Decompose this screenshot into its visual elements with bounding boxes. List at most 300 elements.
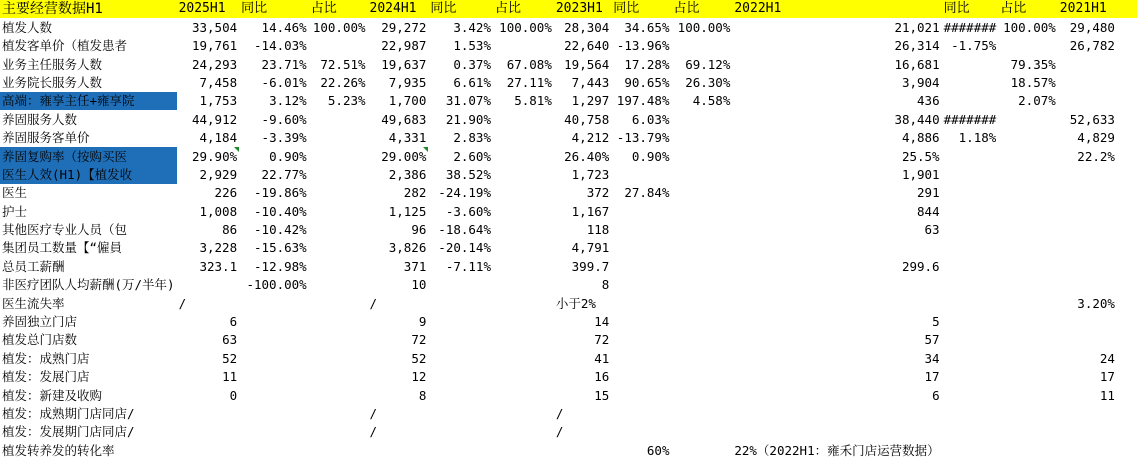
row-label-cell[interactable]: 植发：成熟期门店同店/ [2, 405, 135, 421]
data-cell[interactable] [671, 129, 732, 147]
data-cell[interactable] [239, 313, 309, 331]
data-cell[interactable] [1058, 221, 1117, 239]
data-cell[interactable]: 1,008 [199, 203, 238, 219]
data-cell[interactable]: 96 [411, 222, 427, 238]
data-cell[interactable] [611, 313, 671, 331]
data-cell[interactable] [671, 405, 732, 423]
data-cell[interactable] [309, 221, 368, 239]
row-label-cell[interactable]: 非医疗团队人均薪酬(万/半年) [2, 277, 175, 293]
data-cell[interactable]: 52,633 [1069, 111, 1115, 127]
data-cell[interactable]: 34.65% [624, 19, 670, 35]
data-cell[interactable]: 24 [1099, 350, 1115, 366]
data-cell[interactable]: 22,640 [564, 38, 610, 54]
data-cell[interactable] [1117, 18, 1137, 36]
data-cell[interactable] [942, 257, 999, 275]
data-cell[interactable]: 22.2% [1077, 148, 1115, 164]
data-cell[interactable] [611, 276, 671, 294]
data-cell[interactable] [1117, 257, 1137, 275]
data-cell[interactable] [309, 331, 368, 349]
data-cell[interactable] [309, 184, 368, 202]
data-cell[interactable]: 7,443 [571, 74, 610, 90]
data-cell[interactable]: 22.26% [320, 74, 366, 90]
data-cell[interactable] [1058, 423, 1117, 441]
data-cell[interactable] [428, 294, 493, 312]
data-cell[interactable]: 3,228 [199, 240, 238, 256]
data-cell[interactable]: 40,758 [564, 111, 610, 127]
row-label-cell[interactable]: 养固服务客单价 [2, 130, 90, 146]
data-cell[interactable] [428, 405, 493, 423]
data-cell[interactable]: 1,700 [388, 93, 427, 109]
data-cell[interactable]: 69.12% [685, 56, 731, 72]
data-cell[interactable] [942, 221, 999, 239]
header-title-cell[interactable]: 主要经营数据H1 [0, 0, 177, 18]
data-cell[interactable]: 6.03% [631, 111, 670, 127]
data-cell[interactable] [942, 55, 999, 73]
data-cell[interactable]: 8 [601, 277, 610, 293]
data-cell[interactable]: 6.61% [453, 74, 491, 90]
data-cell[interactable] [611, 405, 671, 423]
data-cell[interactable] [493, 239, 554, 257]
data-cell[interactable] [239, 331, 309, 349]
data-cell[interactable] [309, 386, 368, 404]
data-cell[interactable]: 86 [222, 222, 238, 238]
data-cell[interactable]: ####### [943, 111, 997, 127]
header-cell[interactable]: 2025H1 [177, 0, 240, 18]
row-label-cell[interactable]: 植发人数 [2, 19, 53, 35]
data-cell[interactable] [671, 221, 732, 239]
row-label-cell[interactable]: 其他医疗专业人员（包 [2, 222, 128, 238]
data-cell[interactable]: 118 [586, 222, 610, 238]
data-cell[interactable] [309, 313, 368, 331]
data-cell[interactable]: -19.86% [254, 185, 307, 201]
data-cell[interactable] [1058, 331, 1117, 349]
data-cell[interactable]: 1,125 [388, 203, 427, 219]
data-cell[interactable]: 10 [411, 277, 427, 293]
data-cell[interactable]: 31.07% [445, 93, 491, 109]
data-cell[interactable] [428, 423, 493, 441]
data-cell[interactable] [942, 166, 999, 184]
data-cell[interactable]: -10.42% [254, 222, 307, 238]
data-cell[interactable]: 5 [932, 314, 940, 330]
data-cell[interactable]: 16 [594, 369, 610, 385]
data-cell[interactable] [239, 349, 309, 367]
data-cell[interactable]: 29.00% [368, 147, 429, 165]
data-cell[interactable] [1058, 441, 1117, 459]
data-cell[interactable]: 22,987 [381, 38, 427, 54]
data-cell[interactable]: 90.65% [624, 74, 670, 90]
data-cell[interactable] [1117, 313, 1137, 331]
data-cell[interactable]: 27.84% [624, 185, 670, 201]
data-cell[interactable]: 14 [594, 314, 610, 330]
data-cell[interactable]: -3.60% [445, 203, 491, 219]
data-cell[interactable] [1117, 129, 1137, 147]
data-cell[interactable] [1117, 110, 1137, 128]
header-cell[interactable]: 同比 [942, 0, 999, 18]
data-cell[interactable]: 4,212 [571, 130, 610, 146]
data-cell[interactable]: 299.6 [901, 258, 940, 274]
data-cell[interactable]: 4.58% [692, 93, 731, 109]
data-cell[interactable] [493, 441, 554, 459]
data-cell[interactable] [1058, 405, 1117, 423]
data-cell[interactable] [611, 239, 671, 257]
data-cell[interactable]: 27.11% [506, 74, 552, 90]
data-cell[interactable]: 100.00% [1003, 19, 1056, 35]
data-cell[interactable] [239, 423, 309, 441]
data-cell[interactable]: / [555, 405, 564, 421]
data-cell[interactable] [998, 441, 1058, 459]
data-cell[interactable] [611, 294, 671, 312]
data-cell[interactable] [554, 441, 611, 459]
data-cell[interactable]: 100.00% [499, 19, 552, 35]
data-cell[interactable] [671, 202, 732, 220]
data-cell[interactable]: 23.71% [261, 56, 307, 72]
data-cell[interactable] [239, 368, 309, 386]
data-cell[interactable]: 26,314 [894, 38, 940, 54]
data-cell[interactable]: 282 [403, 185, 427, 201]
data-cell[interactable] [998, 110, 1058, 128]
data-cell[interactable]: 38,440 [894, 111, 940, 127]
data-cell[interactable] [611, 257, 671, 275]
data-cell[interactable]: -1.75% [951, 38, 997, 54]
data-cell[interactable]: 371 [403, 258, 427, 274]
data-cell[interactable] [1117, 294, 1137, 312]
data-cell[interactable]: -3.39% [261, 130, 307, 146]
data-cell[interactable]: 100.00% [677, 19, 731, 35]
data-cell[interactable] [732, 294, 941, 312]
data-cell[interactable] [998, 147, 1058, 165]
data-cell[interactable]: 0.90% [269, 148, 307, 164]
data-cell[interactable]: -18.64% [438, 222, 491, 238]
data-cell[interactable] [1058, 55, 1117, 73]
data-cell[interactable]: 29,480 [1069, 19, 1115, 35]
data-cell[interactable]: / [555, 424, 564, 440]
data-cell[interactable] [493, 405, 554, 423]
data-cell[interactable] [671, 331, 732, 349]
row-label-cell[interactable]: 医生流失率 [2, 295, 65, 311]
header-cell[interactable]: 2022H1 [732, 0, 941, 18]
data-cell[interactable]: / [369, 295, 378, 311]
data-cell[interactable] [428, 349, 493, 367]
data-cell[interactable] [732, 423, 941, 441]
data-cell[interactable]: -20.14% [438, 240, 491, 256]
data-cell[interactable]: 1,297 [571, 93, 610, 109]
data-cell[interactable]: 57 [924, 332, 940, 348]
data-cell[interactable]: 28,304 [564, 19, 610, 35]
data-cell[interactable] [1117, 239, 1137, 257]
data-cell[interactable]: 17.28% [624, 56, 670, 72]
data-cell[interactable]: 2.60% [453, 148, 491, 164]
data-cell[interactable] [998, 368, 1058, 386]
data-cell[interactable] [309, 423, 368, 441]
data-cell[interactable]: 52 [411, 350, 427, 366]
data-cell[interactable] [671, 349, 732, 367]
data-cell[interactable] [309, 257, 368, 275]
data-cell[interactable] [611, 331, 671, 349]
data-cell[interactable]: 3,826 [388, 240, 427, 256]
data-cell[interactable] [309, 441, 368, 459]
data-cell[interactable] [493, 221, 554, 239]
data-cell[interactable] [309, 349, 368, 367]
data-cell[interactable]: 小于2% [555, 295, 596, 311]
data-cell[interactable] [1117, 331, 1137, 349]
row-label-cell[interactable]: 植发：成熟门店 [2, 350, 90, 366]
data-cell[interactable] [1058, 239, 1117, 257]
row-label-cell[interactable]: 养固服务人数 [2, 111, 78, 127]
data-cell[interactable] [1117, 184, 1137, 202]
data-cell[interactable] [1117, 92, 1137, 110]
data-cell[interactable] [493, 37, 554, 55]
data-cell[interactable]: 11 [1099, 387, 1115, 403]
data-cell[interactable] [942, 184, 999, 202]
data-cell[interactable]: 24,293 [191, 56, 238, 72]
data-cell[interactable]: 2,929 [199, 166, 238, 182]
data-cell[interactable] [671, 239, 732, 257]
data-cell[interactable] [1058, 276, 1117, 294]
data-cell[interactable] [998, 129, 1058, 147]
data-cell[interactable]: 1,753 [199, 93, 238, 109]
data-cell[interactable]: 26.40% [564, 148, 610, 164]
data-cell[interactable]: / [178, 295, 187, 311]
data-cell[interactable] [428, 313, 493, 331]
data-cell[interactable] [1117, 386, 1137, 404]
data-cell[interactable]: 3.42% [453, 19, 491, 35]
data-cell[interactable]: 844 [917, 203, 940, 219]
data-cell[interactable] [998, 294, 1058, 312]
data-cell[interactable]: 12 [411, 369, 427, 385]
data-cell[interactable] [493, 276, 554, 294]
data-cell[interactable] [942, 276, 999, 294]
data-cell[interactable] [428, 368, 493, 386]
data-cell[interactable] [493, 313, 554, 331]
data-cell[interactable] [493, 386, 554, 404]
data-cell[interactable]: 63 [924, 222, 940, 238]
data-cell[interactable]: 21,021 [894, 19, 940, 35]
data-cell[interactable]: 3.12% [269, 93, 307, 109]
data-cell[interactable] [1058, 74, 1117, 92]
data-cell[interactable]: -15.63% [254, 240, 307, 256]
data-cell[interactable]: -24.19% [438, 185, 491, 201]
data-cell[interactable] [177, 441, 240, 459]
data-cell[interactable]: 16,681 [894, 56, 940, 72]
data-cell[interactable] [1117, 55, 1137, 73]
data-cell[interactable]: 291 [917, 185, 940, 201]
data-cell[interactable] [309, 276, 368, 294]
data-cell[interactable]: 63 [222, 332, 238, 348]
data-cell[interactable] [998, 423, 1058, 441]
data-cell[interactable] [177, 405, 240, 423]
data-cell[interactable]: 22.77% [261, 166, 307, 182]
data-cell[interactable]: / [369, 424, 378, 440]
row-label-cell[interactable]: 业务主任服务人数 [2, 56, 103, 72]
data-cell[interactable] [942, 239, 999, 257]
row-label-cell[interactable]: 集团员工数量【“僱員 [2, 240, 123, 256]
data-cell[interactable]: 6 [932, 387, 940, 403]
data-cell[interactable] [493, 166, 554, 184]
data-cell[interactable]: 38.52% [445, 166, 491, 182]
data-cell[interactable] [428, 276, 493, 294]
data-cell[interactable] [309, 37, 368, 55]
data-cell[interactable] [998, 331, 1058, 349]
data-cell[interactable] [239, 405, 309, 423]
row-label-cell[interactable]: 业务院长服务人数 [2, 74, 103, 90]
data-cell[interactable] [671, 276, 732, 294]
data-cell[interactable]: 2,386 [388, 166, 427, 182]
row-label-cell[interactable]: 护士 [2, 203, 28, 219]
header-cell[interactable]: 同比 [611, 0, 671, 18]
data-cell[interactable] [998, 166, 1058, 184]
data-cell[interactable] [368, 441, 429, 459]
data-cell[interactable]: 5.81% [514, 93, 552, 109]
data-cell[interactable]: 6 [229, 314, 238, 330]
data-cell[interactable]: 49,683 [381, 111, 427, 127]
data-cell[interactable] [1117, 368, 1137, 386]
row-label-cell[interactable]: 植发：发展门店 [2, 369, 90, 385]
data-cell[interactable] [309, 166, 368, 184]
data-cell[interactable] [998, 239, 1058, 257]
data-cell[interactable]: 29.90% [177, 147, 240, 165]
data-cell[interactable]: 11 [222, 369, 238, 385]
row-label-cell[interactable]: 高端：雍享主任+雍享院 [0, 92, 177, 110]
data-cell[interactable]: -9.60% [261, 111, 307, 127]
header-cell[interactable] [1117, 0, 1137, 18]
data-cell[interactable] [942, 202, 999, 220]
data-cell[interactable] [493, 368, 554, 386]
data-cell[interactable] [671, 386, 732, 404]
data-cell[interactable] [428, 441, 493, 459]
data-cell[interactable]: 18.57% [1010, 74, 1056, 90]
row-label-cell[interactable]: 植发客单价（植发患者 [2, 38, 128, 54]
data-cell[interactable] [611, 202, 671, 220]
data-cell[interactable]: 9 [418, 314, 427, 330]
data-cell[interactable] [611, 166, 671, 184]
data-cell[interactable]: 19,761 [191, 38, 238, 54]
data-cell[interactable] [1058, 184, 1117, 202]
data-cell[interactable]: 4,184 [199, 130, 238, 146]
data-cell[interactable]: -6.01% [261, 74, 307, 90]
row-label-cell[interactable]: 养固复购率（按购买医 [0, 147, 177, 165]
data-cell[interactable] [1117, 276, 1137, 294]
data-cell[interactable] [671, 257, 732, 275]
data-cell[interactable]: 0 [229, 387, 238, 403]
data-cell[interactable] [493, 147, 554, 165]
data-cell[interactable] [1058, 313, 1117, 331]
data-cell[interactable]: 3.20% [1077, 295, 1115, 311]
data-cell[interactable] [942, 405, 999, 423]
data-cell[interactable]: 323.1 [199, 258, 238, 274]
data-cell[interactable] [942, 313, 999, 331]
data-cell[interactable]: 17 [924, 369, 940, 385]
data-cell[interactable]: -12.98% [254, 258, 307, 274]
data-cell[interactable] [671, 110, 732, 128]
data-cell[interactable] [942, 92, 999, 110]
data-cell[interactable] [309, 368, 368, 386]
data-cell[interactable]: 1.18% [958, 130, 997, 146]
header-cell[interactable]: 同比 [239, 0, 309, 18]
data-cell[interactable]: -100.00% [246, 277, 307, 293]
data-cell[interactable]: 7,935 [388, 74, 427, 90]
data-cell[interactable] [1117, 202, 1137, 220]
data-cell[interactable] [942, 331, 999, 349]
data-cell[interactable]: / [369, 405, 378, 421]
row-label-cell[interactable]: 医生人效(H1)【植发收 [0, 166, 177, 184]
data-cell[interactable] [671, 166, 732, 184]
data-cell[interactable]: 372 [586, 185, 610, 201]
data-cell[interactable]: 72 [594, 332, 610, 348]
header-cell[interactable]: 占比 [493, 0, 554, 18]
data-cell[interactable] [493, 423, 554, 441]
data-cell[interactable] [1117, 147, 1137, 165]
data-cell[interactable] [671, 368, 732, 386]
data-cell[interactable]: 1,723 [571, 166, 610, 182]
data-cell[interactable] [671, 37, 732, 55]
data-cell[interactable] [493, 331, 554, 349]
header-cell[interactable]: 2023H1 [554, 0, 611, 18]
data-cell[interactable]: 15 [594, 387, 610, 403]
data-cell[interactable] [611, 349, 671, 367]
row-label-cell[interactable]: 植发：发展期门店同店/ [2, 424, 135, 440]
data-cell[interactable]: 72.51% [320, 56, 366, 72]
data-cell[interactable]: 52 [222, 350, 238, 366]
data-cell[interactable]: 72 [411, 332, 427, 348]
data-cell[interactable]: 0.90% [631, 148, 670, 164]
data-cell[interactable]: 44,912 [191, 111, 238, 127]
data-cell[interactable] [998, 221, 1058, 239]
data-cell[interactable] [239, 441, 309, 459]
data-cell[interactable]: 26.30% [685, 74, 731, 90]
data-cell[interactable]: 1.53% [453, 38, 491, 54]
row-label-cell[interactable]: 总员工薪酬 [2, 258, 65, 274]
data-cell[interactable]: 4,886 [901, 130, 940, 146]
data-cell[interactable]: 29,272 [381, 19, 427, 35]
data-cell[interactable] [998, 386, 1058, 404]
data-cell[interactable]: 17 [1099, 369, 1115, 385]
data-cell[interactable]: 67.08% [506, 56, 552, 72]
data-cell[interactable]: 60% [646, 442, 670, 458]
data-cell[interactable] [1117, 441, 1137, 459]
data-cell[interactable]: 8 [418, 387, 427, 403]
data-cell[interactable] [428, 386, 493, 404]
header-cell[interactable]: 2024H1 [368, 0, 429, 18]
data-cell[interactable] [611, 221, 671, 239]
data-cell[interactable]: 100.00% [312, 19, 366, 35]
row-label-cell[interactable]: 医生 [2, 185, 28, 201]
data-cell[interactable]: 436 [917, 93, 940, 109]
data-cell[interactable]: 5.23% [327, 93, 366, 109]
data-cell[interactable] [942, 423, 999, 441]
row-label-cell[interactable]: 植发：新建及收购 [2, 387, 103, 403]
data-cell[interactable] [671, 184, 732, 202]
data-cell[interactable] [1117, 37, 1137, 55]
data-cell[interactable] [309, 147, 368, 165]
data-cell[interactable] [998, 184, 1058, 202]
header-cell[interactable]: 占比 [671, 0, 732, 18]
data-cell[interactable]: 41 [594, 350, 610, 366]
data-cell[interactable]: -10.40% [254, 203, 307, 219]
data-cell[interactable]: 21.90% [445, 111, 491, 127]
header-cell[interactable]: 同比 [428, 0, 493, 18]
data-cell[interactable] [671, 423, 732, 441]
data-cell[interactable] [998, 313, 1058, 331]
data-cell[interactable]: ####### [943, 19, 997, 35]
data-cell[interactable]: 1,901 [901, 166, 940, 182]
data-cell[interactable] [428, 331, 493, 349]
data-cell[interactable] [611, 368, 671, 386]
data-cell[interactable]: 26,782 [1069, 38, 1115, 54]
data-cell[interactable] [942, 294, 999, 312]
data-cell[interactable] [309, 129, 368, 147]
data-cell[interactable] [493, 202, 554, 220]
data-cell[interactable]: 197.48% [616, 93, 670, 109]
